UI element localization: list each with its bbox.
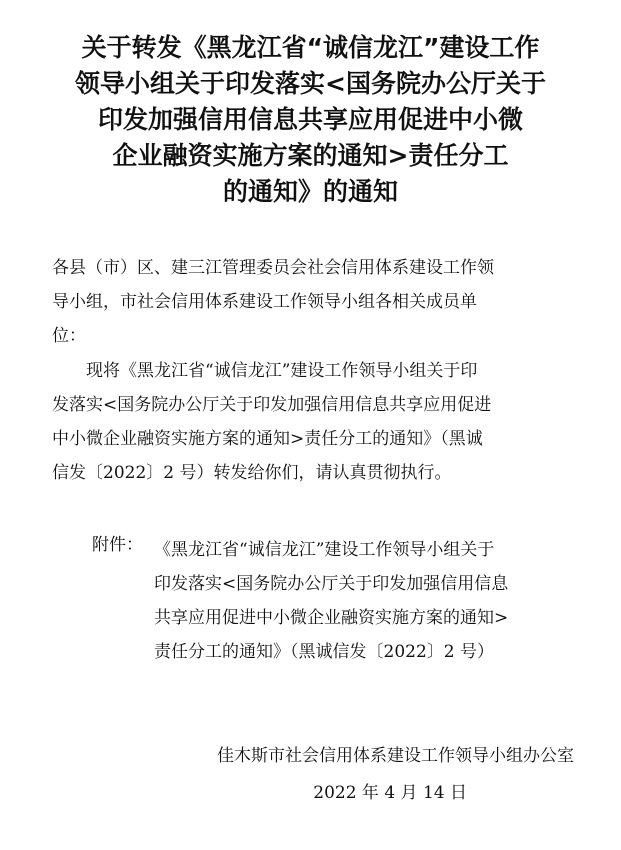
salutation-line: 各县（市）区、建三江管理委员会社会信用体系建设工作领	[52, 258, 494, 278]
title-line: 印发加强信用信息共享应用促进中小微	[97, 105, 523, 134]
attachment-label: 附件：	[92, 535, 143, 555]
signature-organization: 佳木斯市社会信用体系建设工作领导小组办公室	[217, 746, 574, 766]
attachment-line: 共享应用促进中小微企业融资实施方案的通知>	[154, 608, 509, 628]
body-line: 现将《黑龙江省“诚信龙江”建设工作领导小组关于印	[52, 361, 478, 381]
document-title	[40, 30, 581, 210]
attachment-line: 《黑龙江省“诚信龙江”建设工作领导小组关于	[154, 540, 495, 560]
body-paragraph	[52, 354, 574, 490]
body-line: 中小微企业融资实施方案的通知>责任分工的通知》（黑诚	[52, 429, 483, 449]
attachment-text	[154, 533, 574, 669]
title-line: 企业融资实施方案的通知>责任分工	[112, 141, 509, 170]
title-line: 的通知》的通知	[222, 177, 398, 206]
body-line: 信发〔2022〕2 号）转发给你们，请认真贯彻执行。	[52, 463, 452, 483]
salutation	[52, 251, 572, 353]
signature-date: 2022 年 4 月 14 日	[313, 783, 467, 803]
attachment-line: 责任分工的通知》（黑诚信发〔2022〕2 号）	[154, 642, 494, 662]
attachment-line: 印发落实<国务院办公厅关于印发加强信用信息	[154, 574, 509, 594]
body-line: 发落实<国务院办公厅关于印发加强信用信息共享应用促进	[52, 395, 492, 415]
salutation-line: 位：	[52, 326, 86, 346]
title-line: 关于转发《黑龙江省“诚信龙江”建设工作	[81, 33, 540, 62]
title-line: 领导小组关于印发落实<国务院办公厅关于	[75, 69, 546, 98]
salutation-line: 导小组，市社会信用体系建设工作领导小组各相关成员单	[52, 292, 477, 312]
